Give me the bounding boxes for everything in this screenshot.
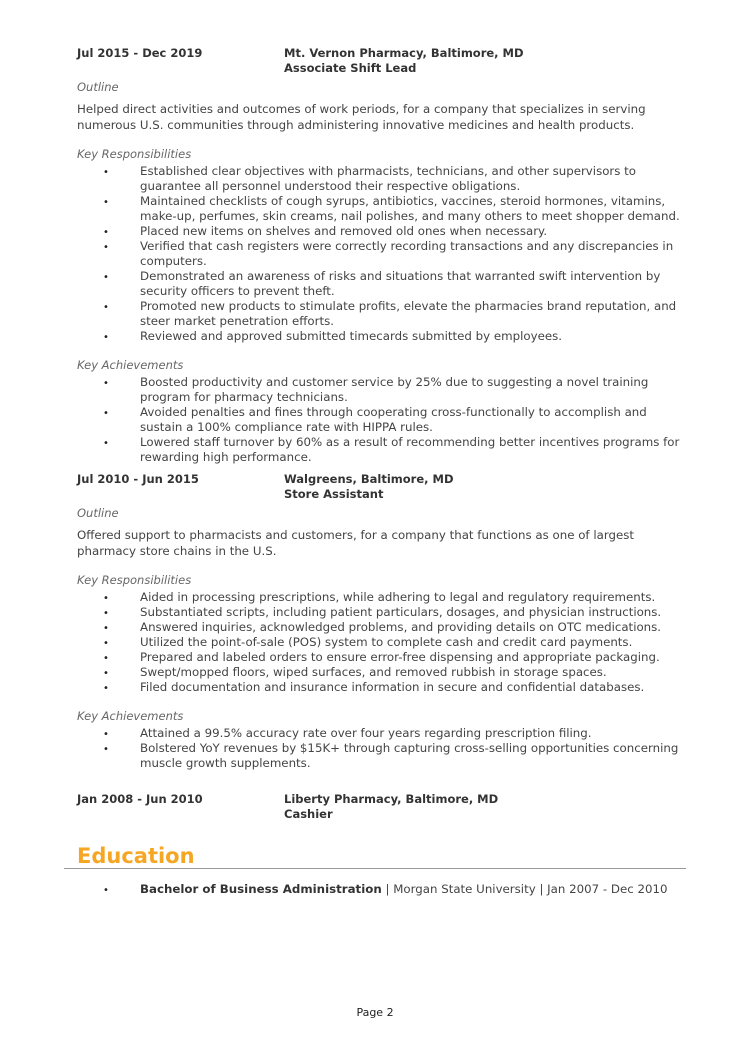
job-company-role — [284, 792, 498, 822]
achievements-list — [77, 375, 682, 465]
job-entry — [77, 472, 682, 771]
job-entry — [77, 46, 682, 465]
section-divider — [64, 868, 686, 869]
education-heading: Education — [77, 844, 195, 868]
job-date: Jul 2015 - Dec 2019 — [77, 46, 203, 60]
outline-text: Helped direct activities and outcomes of work periods, for a company that specializes in serving numerous U.S. communities through administering innovative medicines and health products. — [77, 102, 646, 132]
responsibilities-label: Key Responsibilities — [77, 147, 192, 161]
job-company-role — [284, 46, 524, 76]
list-item: • Attained a 99.5% accuracy rate over four years regarding prescription filing. — [77, 726, 682, 741]
job-header — [77, 792, 682, 826]
responsibilities-list — [77, 590, 682, 695]
job-date: Jan 2008 - Jun 2010 — [77, 792, 203, 806]
outline-label: Outline — [77, 506, 119, 520]
list-item: • Lowered staff turnover by 60% as a result of recommending better incentives programs for rewarding high performance. — [77, 435, 682, 465]
job-role: Cashier — [284, 807, 333, 821]
achievements-label: Key Achievements — [77, 358, 184, 372]
job-date: Jul 2010 - Jun 2015 — [77, 472, 199, 486]
list-item: • Verified that cash registers were correctly recording transactions and any discrepancies in computers. — [77, 239, 682, 269]
list-item: • Boosted productivity and customer service by 25% due to suggesting a novel training program for pharmacy technicians. — [77, 375, 682, 405]
degree-name: Bachelor of Business Administration — [140, 882, 382, 896]
list-item: • Substantiated scripts, including patient particulars, dosages, and physician instructions. — [77, 605, 682, 620]
list-item: • Promoted new products to stimulate profits, elevate the pharmacies brand reputation, and steer market penetration efforts. — [77, 299, 682, 329]
list-item: • Answered inquiries, acknowledged problems, and providing details on OTC medications. — [77, 620, 682, 635]
list-item: • Utilized the point-of-sale (POS) system to complete cash and credit card payments. — [77, 635, 682, 650]
education-item — [77, 882, 682, 897]
responsibilities-list — [77, 164, 682, 344]
job-header — [77, 472, 682, 506]
job-company: Walgreens, Baltimore, MD — [284, 472, 454, 486]
job-company: Liberty Pharmacy, Baltimore, MD — [284, 792, 499, 806]
list-item: • Established clear objectives with pharmacists, technicians, and other supervisors to guarantee all personnel understood their respective obligations. — [77, 164, 682, 194]
job-role: Store Assistant — [284, 487, 384, 501]
degree-details: | Morgan State University | Jan 2007 - Dec 2010 — [381, 882, 668, 896]
list-item: • Prepared and labeled orders to ensure error-free dispensing and appropriate packaging. — [77, 650, 682, 665]
job-entry — [77, 792, 682, 826]
outline-label: Outline — [77, 80, 119, 94]
page-number: Page 2 — [356, 1006, 394, 1019]
list-item: • Aided in processing prescriptions, while adhering to legal and regulatory requirements. — [77, 590, 682, 605]
job-company: Mt. Vernon Pharmacy, Baltimore, MD — [284, 46, 524, 60]
education-list — [77, 882, 682, 897]
list-item: • Demonstrated an awareness of risks and situations that warranted swift intervention by security officers to prevent theft. — [77, 269, 682, 299]
list-item: • Reviewed and approved submitted timecards submitted by employees. — [77, 329, 682, 344]
job-role: Associate Shift Lead — [284, 61, 417, 75]
list-item: • Avoided penalties and fines through cooperating cross-functionally to accomplish and sustain a 100% compliance rate with HIPPA rules. — [77, 405, 682, 435]
outline-text: Offered support to pharmacists and customers, for a company that functions as one of largest pharmacy store chains in the U.S. — [77, 528, 634, 558]
achievements-label: Key Achievements — [77, 709, 184, 723]
responsibilities-label: Key Responsibilities — [77, 573, 192, 587]
list-item: • Bolstered YoY revenues by $15K+ through capturing cross-selling opportunities concerning muscle growth supplements. — [77, 741, 682, 771]
list-item: • Swept/mopped floors, wiped surfaces, and removed rubbish in storage spaces. — [77, 665, 682, 680]
list-item: • Placed new items on shelves and removed old ones when necessary. — [77, 224, 682, 239]
job-company-role — [284, 472, 454, 502]
job-header — [77, 46, 682, 80]
achievements-list — [77, 726, 682, 771]
list-item: • Maintained checklists of cough syrups, antibiotics, vaccines, steroid hormones, vitamins, make-up, perfumes, skin creams, nail polishes, and many others to meet shopper demand. — [77, 194, 682, 224]
list-item: • Filed documentation and insurance information in secure and confidential databases. — [77, 680, 682, 695]
